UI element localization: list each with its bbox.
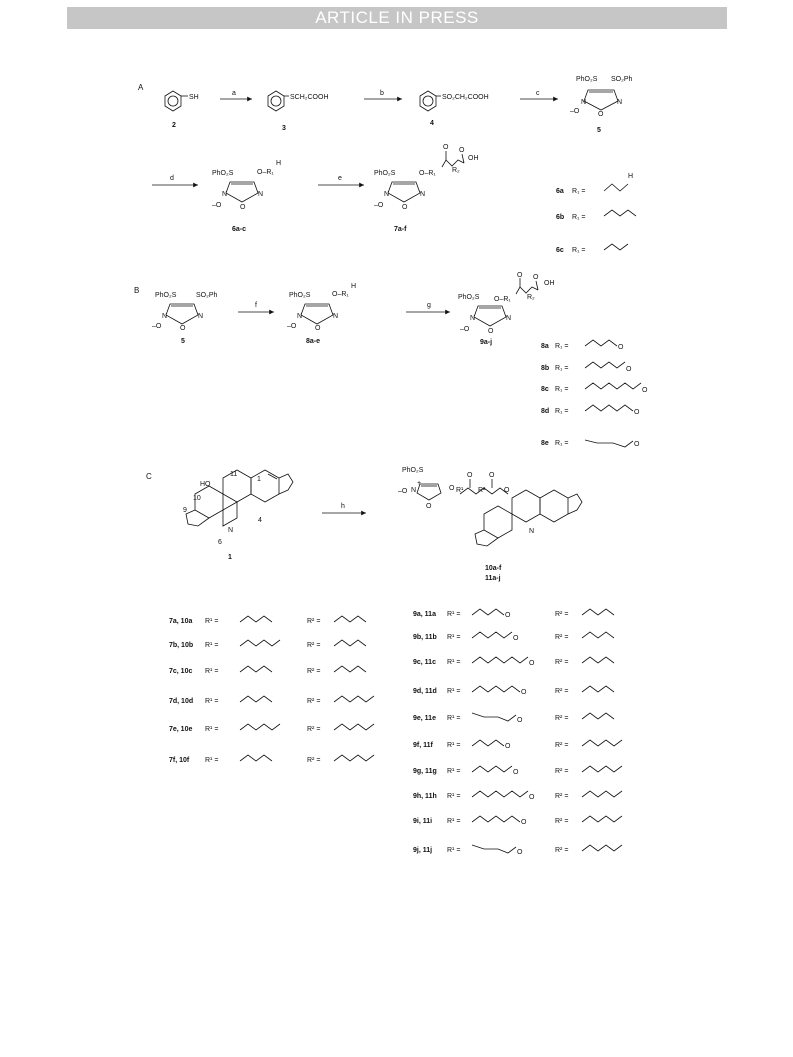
row-o: O: [513, 769, 519, 776]
compound-5-n-right: N: [617, 99, 623, 106]
compound-6-n: N: [222, 191, 228, 198]
furoxan-5b-ring: [166, 304, 198, 324]
row-label: 9b, 11b: [413, 634, 437, 641]
table-right-row: [413, 713, 614, 724]
compound-9-o-acid: O: [533, 274, 539, 281]
r1-def-6b-chain: [604, 210, 636, 216]
compound-2-structure: [165, 91, 188, 111]
compound-1-atom6: 6: [218, 539, 222, 546]
furoxan-6-ring: [226, 182, 258, 202]
compound-9-oh: OH: [544, 280, 555, 287]
row-r2: R² =: [307, 668, 321, 675]
r1-def-8e-o: O: [634, 441, 640, 448]
compound-6-o-r1: O–R₁: [257, 169, 274, 176]
furoxan-8-ring: [301, 304, 333, 324]
row-r2-chain: [582, 609, 614, 615]
product-10-label: 10a-f: [485, 565, 502, 572]
compound-7-n2: N: [420, 191, 426, 198]
row-r2: R² =: [555, 818, 569, 825]
row-r1-chain: [472, 657, 528, 663]
row-r1-chain: [240, 616, 272, 622]
compound-8-o: O: [315, 325, 321, 332]
r1-def-8e-chain: [585, 440, 633, 447]
compound-7-o: O: [402, 204, 408, 211]
table-left-row: [169, 755, 374, 764]
row-r1-chain: [240, 724, 280, 730]
r1-def-6b-eq: R₁ =: [572, 214, 586, 221]
row-r2-chain: [582, 816, 622, 822]
table-right-row: [413, 791, 622, 801]
compound-7-o-top: O: [443, 144, 449, 151]
row-r2: R² =: [307, 757, 321, 764]
row-label: 7c, 10c: [169, 668, 193, 675]
r1-def-6a-chain: [604, 184, 628, 191]
row-r2-chain: [334, 640, 366, 646]
table-left-row: [169, 696, 374, 705]
row-r1-chain: [472, 845, 516, 853]
row-label: 9e, 11e: [413, 715, 436, 722]
compound-1-label: 1: [228, 554, 232, 561]
compound-8-pho2s: PhO₂S: [289, 292, 311, 299]
product-11-label: 11a-j: [485, 575, 501, 582]
compound-9-r2: R₂: [527, 294, 535, 301]
table-left-row: [169, 640, 366, 649]
row-r2: R² =: [555, 742, 569, 749]
row-r1: R¹ =: [447, 688, 461, 695]
r1-defs-6: [556, 173, 636, 254]
row-r2-chain: [582, 686, 614, 692]
compound-5b-so2ph: SO₂Ph: [196, 292, 218, 299]
row-r2: R² =: [555, 715, 569, 722]
compound-8-h: H: [351, 283, 357, 290]
row-r2-chain: [582, 766, 622, 772]
compound-7-n: N: [384, 191, 390, 198]
r1-defs-8: [541, 340, 648, 448]
row-o: O: [529, 794, 535, 801]
row-r1: R¹ =: [447, 818, 461, 825]
r1-def-6a-nh: H: [628, 173, 634, 180]
table-right-row: [413, 740, 622, 750]
row-r1-chain: [472, 686, 520, 692]
row-r2: R² =: [555, 659, 569, 666]
r1-def-8a-eq: R₁ =: [555, 343, 569, 350]
compound-7-o-r1: O–R₁: [419, 170, 436, 177]
compound-8-n2: N: [333, 313, 339, 320]
compound-6-oxide: –O: [212, 202, 222, 209]
r1-def-8b-label: 8b: [541, 365, 550, 372]
compound-3-sub: SCH₂COOH: [290, 94, 329, 101]
r1-def-6a-label: 6a: [556, 188, 564, 195]
compound-5b-pho2s: PhO₂S: [155, 292, 177, 299]
row-r1: R¹ =: [205, 726, 219, 733]
r1-def-6a-eq: R₁ =: [572, 188, 586, 195]
compound-3-structure: [268, 91, 289, 111]
row-r1-chain: [472, 740, 504, 746]
row-label: 9c, 11c: [413, 659, 436, 666]
r1-def-8c-eq: R₁ =: [555, 386, 569, 393]
row-r2: R² =: [555, 611, 569, 618]
compound-8-label: 8a-e: [306, 338, 321, 345]
compound-9-o-top: O: [517, 272, 523, 279]
row-r1: R¹ =: [447, 742, 461, 749]
row-label: 9d, 11d: [413, 688, 437, 695]
compound-5b-oxide: –O: [152, 323, 162, 330]
row-o: O: [505, 612, 511, 619]
compound-2-sh: SH: [189, 94, 199, 101]
row-label: 9a, 11a: [413, 611, 436, 618]
table-left-row: [169, 724, 374, 733]
compound-5-oxide: –O: [570, 108, 580, 115]
row-label: 9j, 11j: [413, 847, 433, 854]
panel-a-label: A: [138, 83, 144, 92]
row-r1: R¹ =: [205, 668, 219, 675]
compound-5b-n2: N: [198, 313, 204, 320]
product-o-carbonyl1: O: [467, 472, 473, 479]
row-r1-chain: [240, 640, 280, 646]
row-r1: R¹ =: [447, 768, 461, 775]
row-label: 7d, 10d: [169, 698, 194, 705]
r1-def-8b-chain: [585, 362, 625, 368]
product-oxide: –O: [398, 488, 408, 495]
compound-6-pho2s: PhO₂S: [212, 170, 234, 177]
compound-9-pho2s: PhO₂S: [458, 294, 480, 301]
table-right: [413, 609, 622, 856]
compound-5b-label: 5: [181, 338, 185, 345]
compound-5-label: 5: [597, 127, 601, 134]
r1-def-8d-o: O: [634, 409, 640, 416]
r1-def-8c-label: 8c: [541, 386, 549, 393]
row-r2: R² =: [555, 847, 569, 854]
row-r1: R¹ =: [205, 642, 219, 649]
row-o: O: [505, 743, 511, 750]
compound-1-atom10: 10: [193, 495, 201, 502]
row-r2: R² =: [307, 618, 321, 625]
product-o-carbonyl2: O: [489, 472, 495, 479]
r1-def-8a-label: 8a: [541, 343, 549, 350]
row-r2-chain: [334, 616, 366, 622]
row-label: 7f, 10f: [169, 757, 190, 764]
compound-1-structure: [186, 470, 293, 526]
row-label: 9f, 11f: [413, 742, 433, 749]
row-label: 9i, 11i: [413, 818, 433, 825]
r1-def-8b-eq: R₁ =: [555, 365, 569, 372]
row-r2: R² =: [555, 634, 569, 641]
row-r1-chain: [472, 609, 504, 615]
panel-b-label: B: [134, 286, 140, 295]
row-o: O: [513, 635, 519, 642]
row-r1: R¹ =: [447, 793, 461, 800]
row-r2-chain: [582, 713, 614, 719]
row-o: O: [521, 819, 527, 826]
r1-def-8a-chain: [585, 340, 617, 346]
compound-8-o-r1: O–R₁: [332, 291, 349, 298]
compound-5-n-left: N: [581, 99, 587, 106]
r1-def-8c-chain: [585, 383, 641, 389]
row-label: 7a, 10a: [169, 618, 193, 625]
compound-4-sub: SO₂CH₂COOH: [442, 94, 489, 101]
table-left: [169, 616, 374, 764]
row-r2: R² =: [307, 726, 321, 733]
row-r1-chain: [472, 791, 528, 797]
compound-7-oh: OH: [468, 155, 479, 162]
r1-def-8a-o: O: [618, 344, 624, 351]
table-left-row: [169, 666, 366, 675]
table-right-row: [413, 686, 614, 696]
compound-6-o: O: [240, 204, 246, 211]
reagent-c: c: [536, 90, 540, 97]
compound-7-label: 7a-f: [394, 226, 407, 233]
reagent-f: f: [255, 302, 257, 309]
compound-7-r2: R₂: [452, 167, 460, 174]
row-r2-chain: [582, 791, 622, 797]
row-r2-chain: [582, 632, 614, 638]
row-r2-chain: [582, 740, 622, 746]
compound-1-atom1: 1: [257, 476, 261, 483]
compound-9-o-r1: O–R₁: [494, 296, 511, 303]
row-label: 7b, 10b: [169, 642, 194, 649]
r1-def-6b-label: 6b: [556, 214, 565, 221]
compound-9-n: N: [470, 315, 476, 322]
compound-4-structure: [420, 91, 441, 111]
product-o-ring: O: [426, 503, 432, 510]
row-r1-chain: [472, 766, 512, 772]
row-r1: R¹ =: [447, 715, 461, 722]
row-r2: R² =: [555, 793, 569, 800]
compound-9-o: O: [488, 328, 494, 335]
r1-def-8d-label: 8d: [541, 408, 550, 415]
compound-5-o: O: [598, 111, 604, 118]
row-r1-chain: [240, 666, 272, 672]
row-r2-chain: [334, 696, 374, 702]
r1-def-6c-eq: R₁ =: [572, 247, 586, 254]
compound-1-atom4: 4: [258, 517, 262, 524]
r1-def-6c-chain: [604, 244, 628, 250]
row-r1-chain: [472, 632, 512, 638]
compound-5-pho2s: PhO₂S: [576, 76, 598, 83]
product-o-ester: O: [504, 487, 510, 494]
r1-def-8c-o: O: [642, 387, 648, 394]
panel-c-label: C: [146, 472, 152, 481]
row-label: 9h, 11h: [413, 793, 437, 800]
compound-1-atom11: 11: [230, 471, 238, 478]
row-r1: R¹ =: [447, 634, 461, 641]
reagent-g: g: [427, 302, 431, 309]
row-r1-chain: [240, 755, 272, 761]
table-right-row: [413, 845, 622, 856]
compound-8-oxide: –O: [287, 323, 297, 330]
row-r1: R¹ =: [447, 659, 461, 666]
product-pho2s: PhO₂S: [402, 467, 424, 474]
compound-2-label: 2: [172, 122, 176, 129]
r1-def-8d-chain: [585, 405, 633, 411]
row-r2: R² =: [555, 768, 569, 775]
row-r2-chain: [582, 657, 614, 663]
compound-6-n2: N: [258, 191, 264, 198]
product-10-11-structure: [417, 479, 582, 546]
compound-5b-n: N: [162, 313, 168, 320]
product-o-ether: O: [449, 485, 455, 492]
row-r2-chain: [334, 666, 366, 672]
r1-def-8e-label: 8e: [541, 440, 549, 447]
row-r1: R¹ =: [205, 757, 219, 764]
compound-9-n2: N: [506, 315, 512, 322]
r1-def-8b-o: O: [626, 366, 632, 373]
compound-9-oxide: –O: [460, 326, 470, 333]
row-r2: R² =: [307, 642, 321, 649]
row-r1: R¹ =: [205, 618, 219, 625]
furoxan-5-ring: [584, 90, 618, 110]
row-o: O: [529, 660, 535, 667]
compound-8-n: N: [297, 313, 303, 320]
row-r1-chain: [240, 696, 272, 702]
reagent-h: h: [341, 503, 345, 510]
compound-6-h: H: [276, 160, 282, 167]
reagent-d: d: [170, 175, 174, 182]
compound-5-so2ph: SO₂Ph: [611, 76, 633, 83]
product-n-me: N: [529, 528, 535, 535]
r1-def-6c-label: 6c: [556, 247, 564, 254]
compound-9-label: 9a-j: [480, 339, 493, 346]
product-r1: R¹: [456, 487, 464, 494]
compound-5b-o: O: [180, 325, 186, 332]
table-right-row: [413, 816, 622, 826]
row-r2: R² =: [307, 698, 321, 705]
banner-text: ARTICLE IN PRESS: [315, 8, 479, 27]
table-right-row: [413, 766, 622, 776]
reagent-b: b: [380, 90, 384, 97]
compound-6-label: 6a-c: [232, 226, 247, 233]
compound-1-n: N: [228, 527, 234, 534]
compound-7-oxide: –O: [374, 202, 384, 209]
compound-3-label: 3: [282, 125, 286, 132]
row-o: O: [517, 717, 523, 724]
compound-7-o-acid: O: [459, 147, 465, 154]
compound-7-pho2s: PhO₂S: [374, 170, 396, 177]
row-r1-chain: [472, 816, 520, 822]
compound-1-atom9: 9: [183, 507, 187, 514]
row-r2-chain: [582, 845, 622, 851]
row-r1-chain: [472, 713, 516, 721]
compound-1-ho: HO: [200, 481, 211, 488]
table-right-row: [413, 657, 614, 667]
r1-def-8d-eq: R₁ =: [555, 408, 569, 415]
compound-4-label: 4: [430, 120, 434, 127]
row-r1: R¹ =: [447, 847, 461, 854]
row-o: O: [521, 689, 527, 696]
row-o: O: [517, 849, 523, 856]
row-r2: R² =: [555, 688, 569, 695]
row-r2-chain: [334, 755, 374, 761]
reagent-a: a: [232, 90, 236, 97]
table-left-row: [169, 616, 366, 625]
product-r2: R²: [478, 487, 486, 494]
table-right-row: [413, 632, 614, 642]
row-label: 9g, 11g: [413, 768, 437, 775]
row-r1: R¹ =: [205, 698, 219, 705]
row-r1: R¹ =: [447, 611, 461, 618]
product-n: N: [411, 487, 417, 494]
row-label: 7e, 10e: [169, 726, 193, 733]
table-right-row: [413, 609, 614, 619]
row-r2-chain: [334, 724, 374, 730]
r1-def-8e-eq: R₁ =: [555, 440, 569, 447]
reagent-e: e: [338, 175, 342, 182]
product-plus: +: [417, 480, 422, 487]
